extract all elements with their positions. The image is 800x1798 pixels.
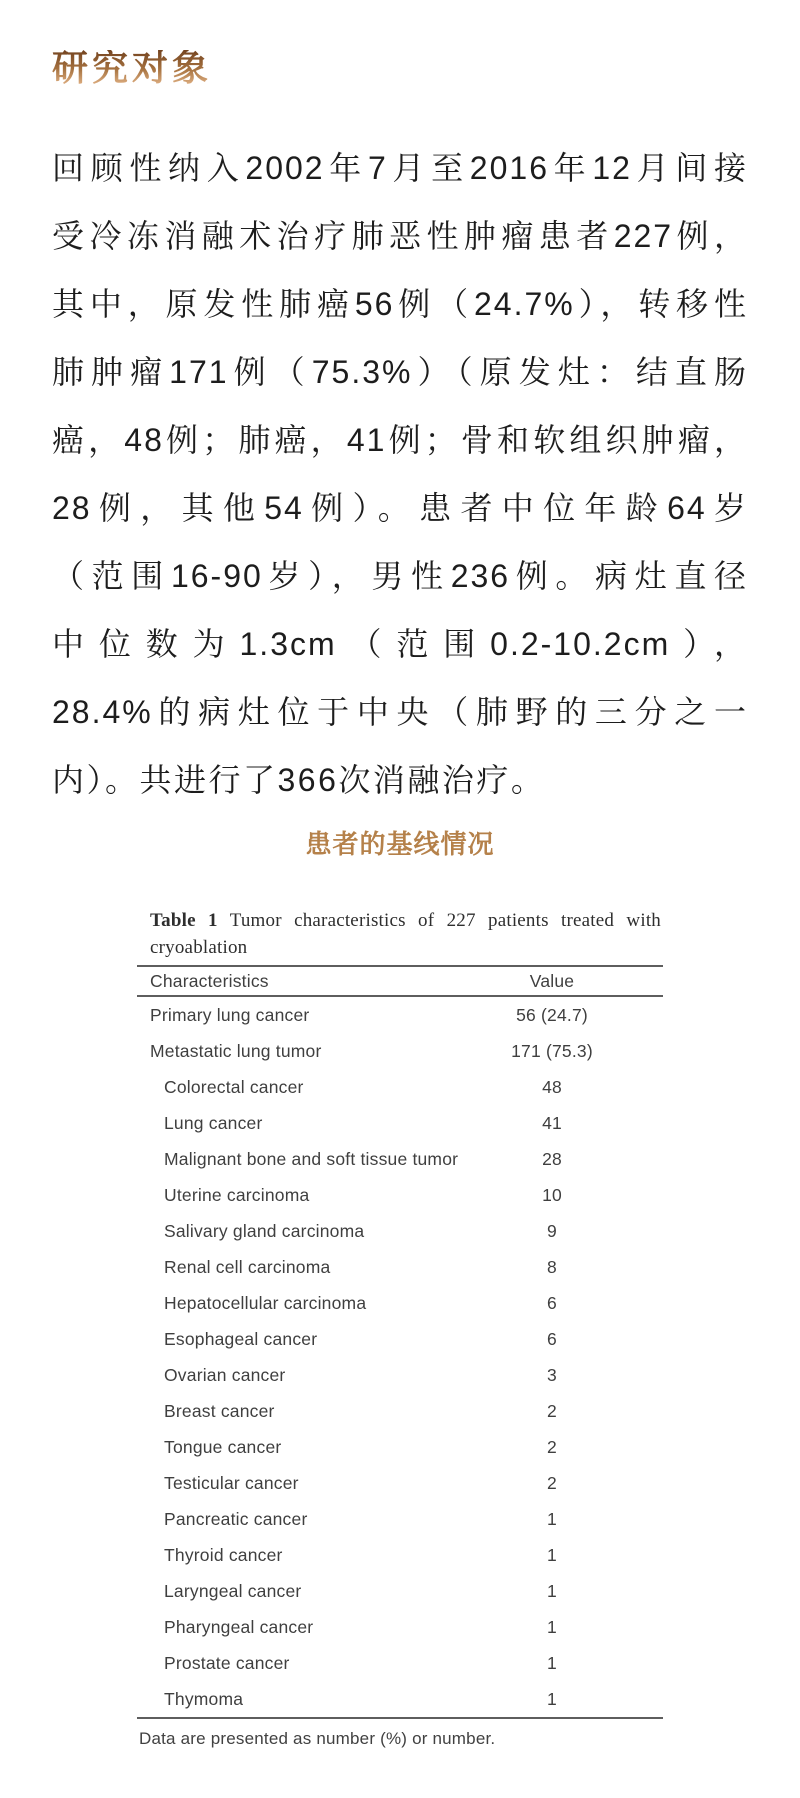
row-label: Lung cancer — [164, 1113, 263, 1133]
row-label: Pancreatic cancer — [164, 1509, 308, 1529]
table-row — [137, 1249, 663, 1285]
table-row — [137, 1357, 663, 1393]
table-row — [137, 1537, 663, 1573]
paragraph-line: （范围16-90岁），男性236例。病灶直径 — [52, 558, 748, 594]
paragraph-line: 受冷冻消融术治疗肺恶性肿瘤患者227例， — [52, 218, 748, 254]
table-caption-label: Table 1 — [150, 910, 218, 931]
row-label: Metastatic lung tumor — [150, 1041, 322, 1061]
table-row — [137, 1573, 663, 1609]
paragraph-line: 肺肿瘤171例（75.3%）（原发灶：结直肠 — [52, 354, 748, 390]
column-header-value: Value — [529, 971, 575, 991]
row-value: 171 (75.3) — [511, 1041, 593, 1061]
row-label: Thyroid cancer — [164, 1545, 283, 1565]
row-value: 2 — [547, 1401, 557, 1421]
row-label: Prostate cancer — [164, 1653, 290, 1673]
table-caption-line2: cryoablation — [150, 937, 248, 958]
row-value: 41 — [542, 1113, 562, 1133]
row-value: 6 — [547, 1293, 557, 1313]
row-value: 10 — [542, 1185, 562, 1205]
row-label: Malignant bone and soft tissue tumor — [164, 1149, 459, 1169]
table-row — [137, 1105, 663, 1141]
row-value: 9 — [547, 1221, 557, 1241]
table-caption-line1 — [137, 906, 663, 935]
paragraph-line: 中位数为1.3cm（范围0.2-10.2cm）， — [52, 626, 748, 662]
table-footnote: Data are presented as number (%) or number. — [139, 1729, 496, 1748]
row-value: 2 — [547, 1473, 557, 1493]
row-label: Thymoma — [164, 1689, 244, 1709]
row-label: Esophageal cancer — [164, 1329, 318, 1349]
row-label: Testicular cancer — [164, 1473, 299, 1493]
row-value: 8 — [547, 1257, 557, 1277]
row-value: 56 (24.7) — [516, 1005, 588, 1025]
row-label: Pharyngeal cancer — [164, 1617, 314, 1637]
row-value: 6 — [547, 1329, 557, 1349]
table-row — [137, 1069, 663, 1105]
row-value: 1 — [547, 1581, 557, 1601]
row-value: 48 — [542, 1077, 562, 1097]
row-label: Laryngeal cancer — [164, 1581, 302, 1601]
section-subtitle: 患者的基线情况 — [305, 829, 495, 859]
table-row — [137, 1033, 663, 1069]
table-row — [137, 1177, 663, 1213]
row-label: Ovarian cancer — [164, 1365, 286, 1385]
paragraph-line: 癌，48例；肺癌，41例；骨和软组织肿瘤， — [52, 422, 748, 458]
row-label: Salivary gland carcinoma — [164, 1221, 365, 1241]
table-row — [137, 1213, 663, 1249]
table-figure — [137, 906, 663, 1750]
paragraph-line: 28.4%的病灶位于中央（肺野的三分之一 — [52, 694, 748, 730]
paragraph-line: 28例，其他54例）。患者中位年龄64岁 — [52, 490, 748, 526]
table-row — [137, 1465, 663, 1501]
study-paragraph — [52, 134, 748, 814]
row-value: 1 — [547, 1509, 557, 1529]
table-row — [137, 997, 663, 1033]
table-row — [137, 1321, 663, 1357]
row-value: 3 — [547, 1365, 557, 1385]
row-value: 28 — [542, 1149, 562, 1169]
page-title: 研究对象 — [52, 48, 213, 88]
table-rule-bottom — [137, 1717, 663, 1719]
paragraph-line: 其中，原发性肺癌56例（24.7%），转移性 — [52, 286, 748, 322]
table-row — [137, 1393, 663, 1429]
row-value: 1 — [547, 1653, 557, 1673]
row-value: 2 — [547, 1437, 557, 1457]
row-label: Colorectal cancer — [164, 1077, 304, 1097]
row-label: Primary lung cancer — [150, 1005, 310, 1025]
table-body — [137, 997, 663, 1717]
row-label: Tongue cancer — [164, 1437, 282, 1457]
row-label: Hepatocellular carcinoma — [164, 1293, 367, 1313]
row-value: 1 — [547, 1617, 557, 1637]
table-header-row — [137, 967, 663, 995]
table-row — [137, 1285, 663, 1321]
table-row — [137, 1501, 663, 1537]
row-label: Uterine carcinoma — [164, 1185, 310, 1205]
column-header-characteristics: Characteristics — [150, 971, 269, 991]
table-row — [137, 1609, 663, 1645]
row-value: 1 — [547, 1689, 557, 1709]
table-row — [137, 1429, 663, 1465]
table-caption-text: Tumor characteristics of 227 patients treated with — [217, 910, 661, 931]
table-row — [137, 1645, 663, 1681]
row-label: Breast cancer — [164, 1401, 275, 1421]
row-label: Renal cell carcinoma — [164, 1257, 331, 1277]
table-row — [137, 1141, 663, 1177]
paragraph-line: 内）。共进行了366次消融治疗。 — [52, 762, 546, 798]
table-row — [137, 1681, 663, 1717]
row-value: 1 — [547, 1545, 557, 1565]
paragraph-line: 回顾性纳入2002年7月至2016年12月间接 — [52, 150, 748, 186]
